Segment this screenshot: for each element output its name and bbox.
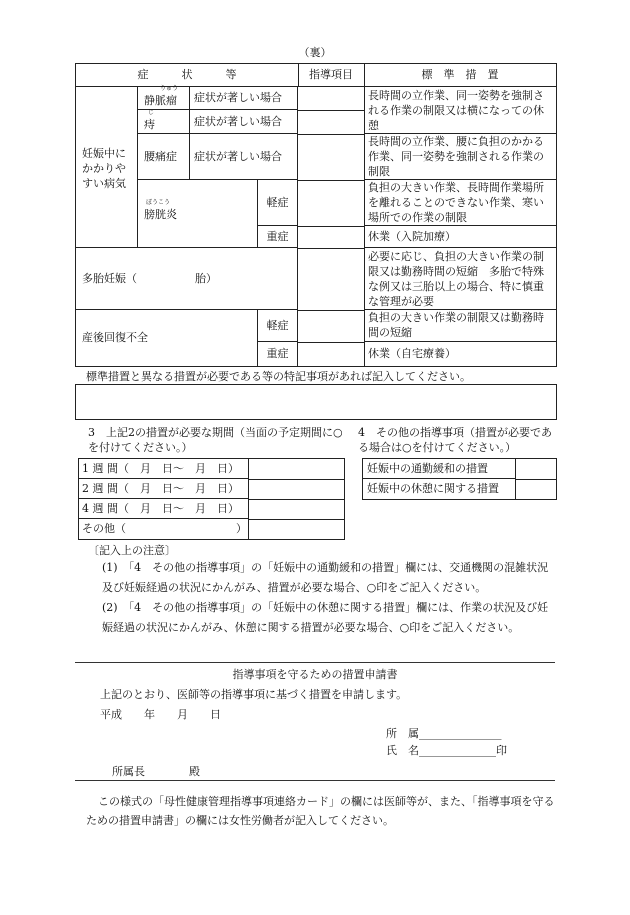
header-items: 指導項目 xyxy=(298,64,365,87)
cystitis-severe-label: 重症 xyxy=(258,226,298,248)
hemorrhoid-name xyxy=(138,110,190,134)
group-label: 妊娠中にかかりやすい病気 xyxy=(76,86,138,248)
backpain-note: 症状が著しい場合 xyxy=(190,134,298,180)
cystitis-mild-label: 軽症 xyxy=(258,180,298,226)
backpain-item-cell[interactable] xyxy=(298,134,365,181)
period-table xyxy=(78,458,345,540)
symptom-table xyxy=(75,63,557,367)
postpartum-severe-item-cell[interactable] xyxy=(298,342,365,366)
cystitis-severe-measure: 休業（入院加療） xyxy=(364,226,556,248)
footer-note: この様式の「母性健康管理指導事項連絡カード」の欄には医師等が、また、「指導事項を守るための措置申請書」の欄には女性労働者が記入してください。 xyxy=(86,795,555,827)
multiple-measure: 必要に応じ、負担の大きい作業の制限又は勤務時間の短縮 多胎で特殊な例又は三胎以上の場合、特に慎重な管理が必要 xyxy=(364,248,556,310)
period-row-other-cell[interactable] xyxy=(249,519,344,539)
hemorrhoid-item-cell[interactable] xyxy=(298,110,365,135)
other-guidance-table xyxy=(362,458,557,500)
name-field[interactable] xyxy=(386,742,507,758)
postpartum-severe-label: 重症 xyxy=(258,342,298,366)
multiple-label: 多胎妊娠（ xyxy=(82,272,137,285)
cystitis-mild-measure: 負担の大きい作業、長時間作業場所を離れることのできない作業、寒い場所での作業の制限 xyxy=(364,180,556,226)
multiple-name xyxy=(76,248,298,310)
period-row-2-cell[interactable] xyxy=(249,479,344,500)
period-row-2: 2 週 間（ 月 日～ 月 日） xyxy=(79,479,249,499)
multiple-item-cell[interactable] xyxy=(298,248,365,311)
commute-relief-label: 妊娠中の通勤緩和の措置 xyxy=(363,459,516,479)
varicose-label: 静脈瘤 xyxy=(144,94,177,107)
period-row-3: 4 週 間（ 月 日～ 月 日） xyxy=(79,499,249,519)
commute-relief-cell[interactable] xyxy=(516,459,556,480)
affiliation-field[interactable] xyxy=(386,725,502,741)
cystitis-mild-item-cell[interactable] xyxy=(298,180,365,227)
special-note-label: 標準措置と異なる措置が必要である等の特記事項があれば記入してください。 xyxy=(86,370,471,383)
rest-measure-cell[interactable] xyxy=(516,479,556,499)
period-row-1-cell[interactable] xyxy=(249,459,344,480)
section4-heading: 4 その他の指導事項（措置が必要である場合は○を付けてください。） xyxy=(358,426,552,454)
seal-mark: 印 xyxy=(496,744,507,757)
cystitis-label: 膀胱炎 xyxy=(144,208,177,221)
varicose-hemorrhoid-measure: 長時間の立作業、同一姿勢を強制される作業の制限又は横になっての休憩 xyxy=(364,86,556,134)
postpartum-name: 産後回復不全 xyxy=(76,310,258,366)
affiliation-label: 所 属 xyxy=(386,727,419,740)
affiliation-line: _______________ xyxy=(419,727,502,740)
application-title: 指導事項を守るための措置申請書 xyxy=(232,668,398,681)
varicose-ruby: りゅう xyxy=(160,85,179,92)
postpartum-mild-item-cell[interactable] xyxy=(298,310,365,343)
varicose-note: 症状が著しい場合 xyxy=(190,86,298,110)
name-label: 氏 名 xyxy=(386,744,419,757)
cystitis-name xyxy=(138,180,258,248)
backpain-name: 腰痛症 xyxy=(138,134,190,180)
period-row-1: 1 週 間（ 月 日～ 月 日） xyxy=(79,459,249,479)
varicose-item-cell[interactable] xyxy=(298,86,365,111)
hemorrhoid-label: 痔 xyxy=(144,118,155,131)
divider-top xyxy=(75,662,555,663)
note-1: (1) 「4 その他の指導事項」の「妊娠中の通勤緩和の措置」欄には、交通機関の混雑状況及び妊娠経過の状況にかんがみ、措置が必要な場合、○印をご記入ください。 xyxy=(102,561,549,594)
hemorrhoid-note: 症状が著しい場合 xyxy=(190,110,298,134)
note-2: (2) 「4 その他の指導事項」の「妊娠中の休憩に関する措置」欄には、作業の状況及び妊娠経過の状況にかんがみ、休憩に関する措置が必要な場合、○印をご記入ください。 xyxy=(102,601,549,634)
header-symptom: 症 状 等 xyxy=(76,64,299,87)
application-date: 平成 年 月 日 xyxy=(100,708,221,721)
name-line: ______________ xyxy=(419,744,496,757)
hemorrhoid-ruby: じ xyxy=(148,109,155,116)
postpartum-mild-measure: 負担の大きい作業の制限又は勤務時間の短縮 xyxy=(364,310,556,342)
varicose-name xyxy=(138,86,190,110)
period-row-other: その他（ ） xyxy=(79,519,249,539)
postpartum-mild-label: 軽症 xyxy=(258,310,298,342)
cystitis-ruby: ぼうこう xyxy=(146,199,171,206)
header-standard: 標 準 措 置 xyxy=(364,64,556,87)
notes-title: 〔記入上の注意〕 xyxy=(88,544,176,557)
divider-bottom xyxy=(75,780,555,781)
cystitis-severe-item-cell[interactable] xyxy=(298,226,365,249)
application-body: 上記のとおり、医師等の指導事項に基づく措置を申請します。 xyxy=(100,688,408,701)
addressee: 所属長 殿 xyxy=(112,765,200,778)
page-marker: （裏） xyxy=(298,46,332,59)
special-note-box[interactable] xyxy=(75,384,557,420)
section3-heading: 3 上記2の措置が必要な期間（当面の予定期間に○を付けてください。） xyxy=(88,426,343,454)
rest-measure-label: 妊娠中の休憩に関する措置 xyxy=(363,479,516,499)
multiple-unit: 胎） xyxy=(195,272,217,285)
backpain-measure: 長時間の立作業、腰に負担のかかる作業、同一姿勢を強制される作業の制限 xyxy=(364,134,556,180)
period-row-3-cell[interactable] xyxy=(249,499,344,520)
postpartum-severe-measure: 休業（自宅療養） xyxy=(368,347,456,360)
